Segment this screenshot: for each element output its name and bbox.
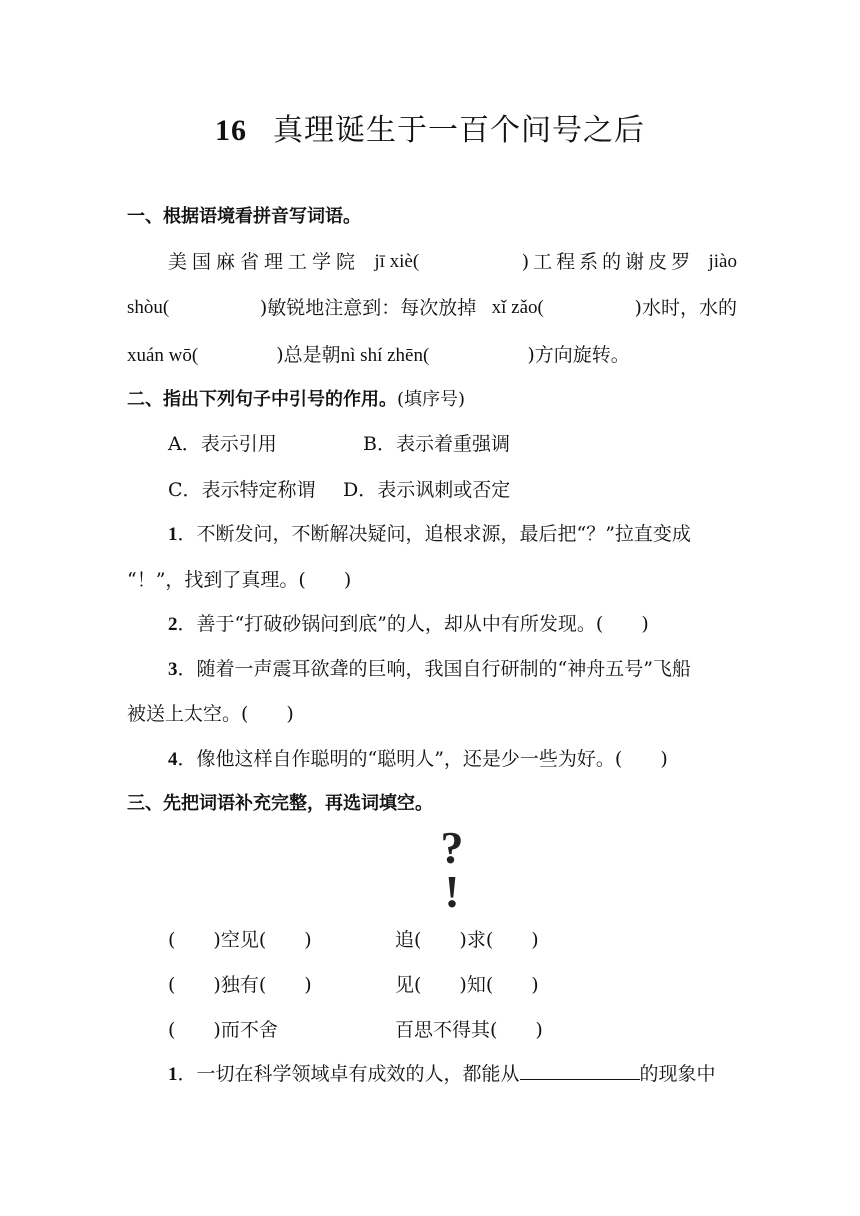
answer-blank[interactable] (433, 248, 507, 276)
question-mark-icon: ? (440, 822, 464, 873)
pinyin-text: jiào (708, 251, 737, 272)
question-text: ．善于“打破砂锅问到底”的人，却从中有所发现。( ) (177, 613, 649, 635)
section1-line-2 (127, 294, 737, 322)
question-number: 1 (168, 1064, 178, 1085)
idiom-row-2 (168, 971, 737, 999)
option-c: C．表示特定称谓 (168, 479, 316, 501)
question-2-1 (168, 520, 737, 549)
options-row-1 (168, 430, 737, 458)
question-text: 的现象中 (639, 1063, 716, 1085)
question-2-1-cont: “！”，找到了真理。( ) (127, 569, 352, 591)
option-a: A．表示引用 (168, 433, 277, 455)
section2-heading (127, 386, 737, 414)
text: )总是朝 (276, 344, 341, 366)
question-number: 1 (168, 524, 178, 545)
question-text: ．不断发问，不断解决疑问，追根求源，最后把“？”拉直变成 (177, 523, 691, 545)
idiom: ( )而不舍 (168, 1019, 278, 1041)
pinyin-text: shòu( (127, 297, 170, 318)
idiom: 见( )知( ) (395, 974, 539, 996)
question-text: ．一切在科学领域卓有成效的人，都能从 (177, 1063, 520, 1085)
options-row-2 (168, 476, 737, 504)
lesson-number: 16 (215, 114, 247, 147)
answer-blank[interactable] (185, 294, 245, 322)
text: )水时，水的 (634, 297, 737, 319)
answer-blank[interactable] (559, 294, 619, 322)
fill-blank[interactable] (520, 1061, 640, 1080)
idiom: 百思不得其( ) (395, 1019, 543, 1041)
question-exclamation-illustration (430, 822, 474, 917)
section2-heading-text: 二、指出下列句子中引号的作用。 (127, 389, 397, 410)
question-2-4 (168, 745, 737, 774)
lesson-title: 真理诞生于一百个问号之后 (273, 113, 645, 148)
pinyin-text: xǐ zǎo( (491, 297, 544, 318)
text: 美国麻省理工学院 (168, 251, 361, 273)
exclamation-mark-icon: ! (444, 866, 460, 917)
section3-heading: 三、先把词语补充完整，再选词填空。 (127, 793, 433, 814)
text: )工程系的谢皮罗 (521, 251, 695, 273)
idiom: ( )空见( ) (168, 929, 312, 951)
question-2-3 (168, 655, 737, 684)
pinyin-text: xuán wō( (127, 345, 199, 366)
question-3-1 (168, 1060, 737, 1089)
section2-note: (填序号) (397, 389, 466, 410)
idiom-row-1 (168, 926, 737, 954)
question-number: 2 (168, 614, 178, 635)
idiom: 追( )求( ) (395, 929, 539, 951)
section1-heading: 一、根据语境看拼音写词语。 (127, 206, 361, 227)
text: )敏锐地注意到：每次放掉 (259, 297, 477, 319)
pinyin-text: nì shí zhēn( (340, 345, 430, 366)
page-title (0, 105, 860, 149)
option-b: B．表示着重强调 (363, 433, 510, 455)
question-text: ．像他这样自作聪明的“聪明人”，还是少一些为好。( ) (177, 748, 668, 770)
question-number: 3 (168, 659, 178, 680)
question-2-3-cont: 被送上太空。( ) (127, 703, 294, 725)
question-text: ．随着一声震耳欲聋的巨响，我国自行研制的“神舟五号”飞船 (177, 658, 691, 680)
option-d: D．表示讽刺或否定 (343, 479, 511, 501)
section1-line-3 (127, 341, 737, 370)
question-2-2 (168, 610, 737, 639)
question-number: 4 (168, 749, 178, 770)
pinyin-text: jī xiè( (374, 251, 420, 272)
section1-line-1 (168, 248, 737, 276)
text: )方向旋转。 (527, 344, 630, 366)
idiom-row-3 (168, 1016, 737, 1044)
idiom: ( )独有( ) (168, 974, 312, 996)
